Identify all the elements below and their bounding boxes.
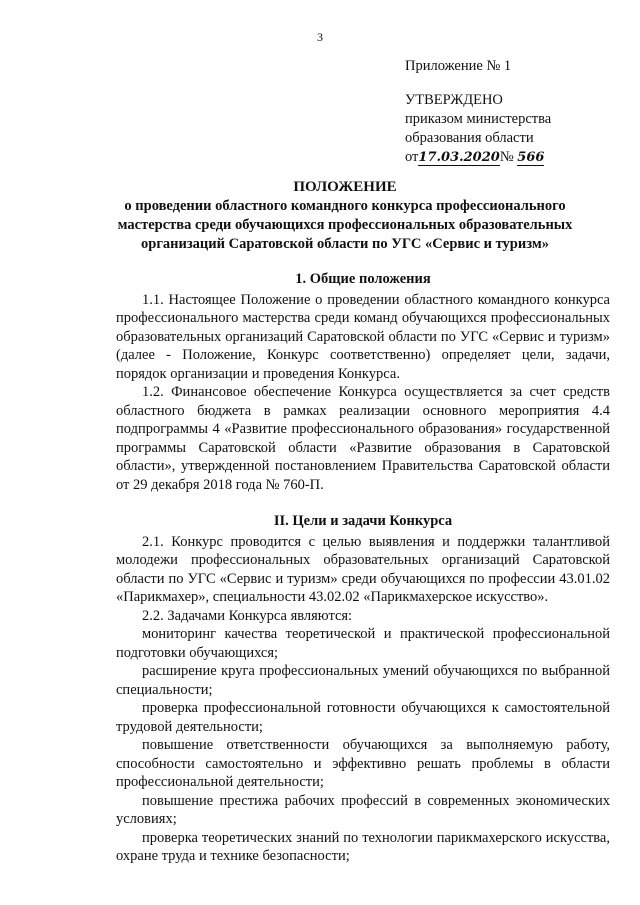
date-prefix: от: [405, 149, 419, 165]
section-heading-general: 1. Общие положения: [295, 271, 431, 287]
document-title: ПОЛОЖЕНИЕ: [293, 179, 397, 195]
paragraph-1-2: 1.2. Финансовое обеспечение Конкурса осуществляется за счет средств областного бюджета в рамках реализации основного мероприятия 4.4 подпрограммы 4 «Развитие профессионального образования» государственной программы Саратовской области «Развитие образования в Саратовской области», утвержденной постановлением Правительства Саратовской области от 29 декабря 2018 года № 760-П.: [116, 384, 610, 493]
annex-label: Приложение № 1: [405, 58, 512, 74]
order-date-number: [405, 148, 625, 167]
approval-block: [405, 57, 625, 167]
approved-by-line1: приказом министерства: [405, 111, 552, 127]
approved-label: УТВЕРЖДЕНО: [405, 92, 503, 108]
number-prefix: №: [499, 149, 514, 165]
paragraph-1-1: 1.1. Настоящее Положение о проведении областного командного конкурса профессионального мастерства среди команд обучающихся профессиональных образовательных организаций Саратовской области по УГС «Сервис и туризм» (далее - Положение, Конкурс соответственно) определяет цели, задачи, порядок организации и проведения Конкурса.: [116, 291, 610, 382]
task-item: проверка теоретических знаний по технологии парикмахерского искусства, охране труда и технике безопасности;: [116, 829, 610, 864]
task-item: мониторинг качества теоретической и практической профессиональной подготовки обучающихся;: [116, 626, 610, 661]
order-number: 566: [517, 150, 545, 165]
document-subtitle: о проведении областного командного конкурса профессионального мастерства среди обучающихся профессиональных образовательных организаций Саратовской области по УГС «Сервис и туризм»: [117, 198, 573, 252]
paragraph-2-2: 2.2. Задачами Конкурса являются:: [142, 607, 353, 624]
task-item: расширение круга профессиональных умений обучающихся по выбранной специальности;: [116, 663, 610, 698]
paragraph-2-1: 2.1. Конкурс проводится с целью выявления и поддержки талантливой молодежи профессиональных образовательных организаций Саратовской области по УГС «Сервис и туризм» среди обучающихся по профессии 43.01.02 «Парикмахер», специальности 43.02.02 «Парикмахерское искусство».: [116, 533, 610, 605]
order-date: 17.03.2020: [418, 150, 500, 165]
task-item: повышение ответственности обучающихся за выполняемую работу, способности самостоятельно и эффективно решать проблемы в области профессиональной деятельности;: [116, 737, 610, 790]
task-item: проверка профессиональной готовности обучающихся к самостоятельной трудовой деятельности;: [116, 700, 610, 735]
approved-by-line2: образования области: [405, 130, 534, 146]
page-number: 3: [317, 30, 323, 44]
document-body: [116, 270, 610, 866]
task-item: повышение престижа рабочих профессий в современных экономических условиях;: [116, 792, 610, 827]
section-heading-goals: II. Цели и задачи Конкурса: [273, 513, 453, 529]
